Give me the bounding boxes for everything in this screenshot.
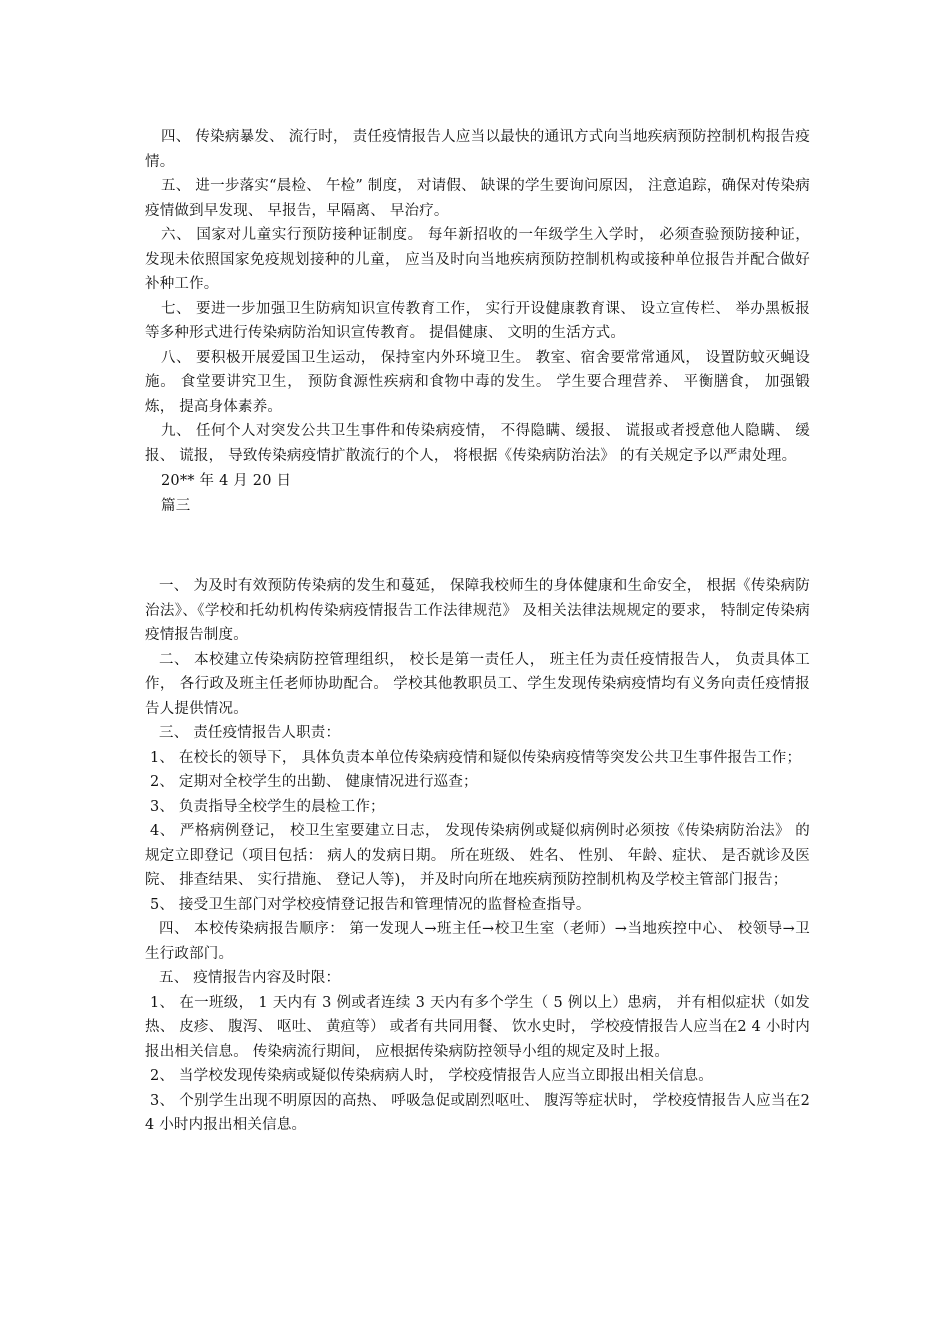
list-item: 2、 定期对全校学生的出勤、 健康情况进行巡查； [150, 774, 478, 790]
list-item: 3、 负责指导全校学生的晨检工作； [150, 798, 385, 815]
list-item: 3、 个别学生出现不明原因的高热、 呼吸急促或剧烈呕吐、 腹泻等症状时， 学校疫情报告人应当在2 4 小时内报出相关信息。 [145, 1092, 810, 1133]
list-item: 1、 在校长的领导下， 具体负责本单位传染病疫情和疑似传染病疫情等突发公共卫生事件报告工作； [150, 749, 802, 766]
paragraph: 四、 传染病暴发、 流行时， 责任疫情报告人应当以最快的通讯方式向当地疾病预防控制机构报告疫情。 [145, 129, 810, 170]
paragraph: 四、 本校传染病报告顺序： 第一发现人→班主任→校卫生室（老师）→当地疾控中心、 校领导→卫生行政部门。 [145, 921, 810, 962]
section-b [145, 574, 810, 1138]
document-date: 20** 年 4 月 20 日 [161, 473, 292, 489]
paragraph: 一、 为及时有效预防传染病的发生和蔓延， 保障我校师生的身体健康和生命安全， 根据《传染病防治法》、《学校和托幼机构传染病疫情报告工作法律规范》 及相关法律法规规定的要求， 特制定传染病疫情报告制度。 [145, 578, 810, 643]
paragraph: 六、 国家对儿童实行预防接种证制度。 每年新招收的一年级学生入学时， 必须查验预防接种证， 发现未依照国家免疫规划接种的儿童， 应当及时向当地疾病预防控制机构或接种单位报告并配合做好补种工作。 [145, 227, 810, 292]
paragraph: 二、 本校建立传染病防控管理组织， 校长是第一责任人， 班主任为责任疫情报告人， 负责具体工作， 各行政及班主任老师协助配合。 学校其他教职员工、学生发现传染病疫情均有义务向责任疫情报告人提供情况。 [145, 651, 810, 717]
section-heading: 篇三 [161, 497, 191, 514]
section-a [145, 125, 810, 518]
paragraph: 三、 责任疫情报告人职责： [159, 725, 341, 741]
paragraph: 七、 要进一步加强卫生防病知识宣传教育工作， 实行开设健康教育课、 设立宣传栏、 举办黑板报等多种形式进行传染病防治知识宣传教育。 提倡健康、 文明的生活方式。 [145, 300, 810, 341]
list-item: 4、 严格病例登记， 校卫生室要建立日志， 发现传染病例或疑似病例时必须按《传染病防治法》 的规定立即登记（项目包括： 病人的发病日期。 所在班级、 姓名、 性别、 年龄、症状、 是否就诊及医院、 排查结果、 实行措施、 登记人等)， 并及时向所在地疾病预防控制机构及学校主管部门报告； [145, 823, 810, 888]
paragraph: 九、 任何个人对突发公共卫生事件和传染病疫情， 不得隐瞒、缓报、 谎报或者授意他人隐瞒、 缓报、 谎报， 导致传染病疫情扩散流行的个人， 将根据《传染病防治法》 的有关规定予以严肃处理。 [145, 423, 810, 464]
list-item: 5、 接受卫生部门对学校疫情登记报告和管理情况的监督检查指导。 [150, 896, 591, 913]
paragraph: 八、 要积极开展爱国卫生运动， 保持室内外环境卫生。 教室、宿舍要常常通风， 设置防蚊灭蝇设施。 食堂要讲究卫生， 预防食源性疾病和食物中毒的发生。 学生要合理营养、 平衡膳食， 加强锻炼， 提高身体素养。 [145, 349, 810, 415]
list-item: 1、 在一班级， 1 天内有 3 例或者连续 3 天内有多个学生（ 5 例以上）患病， 并有相似症状（如发热、 皮疹、 腹泻、 呕吐、 黄疸等） 或者有共同用餐、 饮水史时， 学校疫情报告人应当在2 4 小时内报出相关信息。 传染病流行期间， 应根据传染病防控领导小组的规定及时上报。 [145, 994, 810, 1060]
paragraph: 五、 进一步落实“晨检、 午检” 制度， 对请假、 缺课的学生要询问原因， 注意追踪，确保对传染病疫情做到早发现、 早报告，早隔离、 早治疗。 [145, 178, 810, 219]
list-item: 2、 当学校发现传染病或疑似传染病病人时， 学校疫情报告人应当立即报出相关信息。 [150, 1068, 713, 1084]
paragraph: 五、 疫情报告内容及时限： [159, 970, 341, 986]
